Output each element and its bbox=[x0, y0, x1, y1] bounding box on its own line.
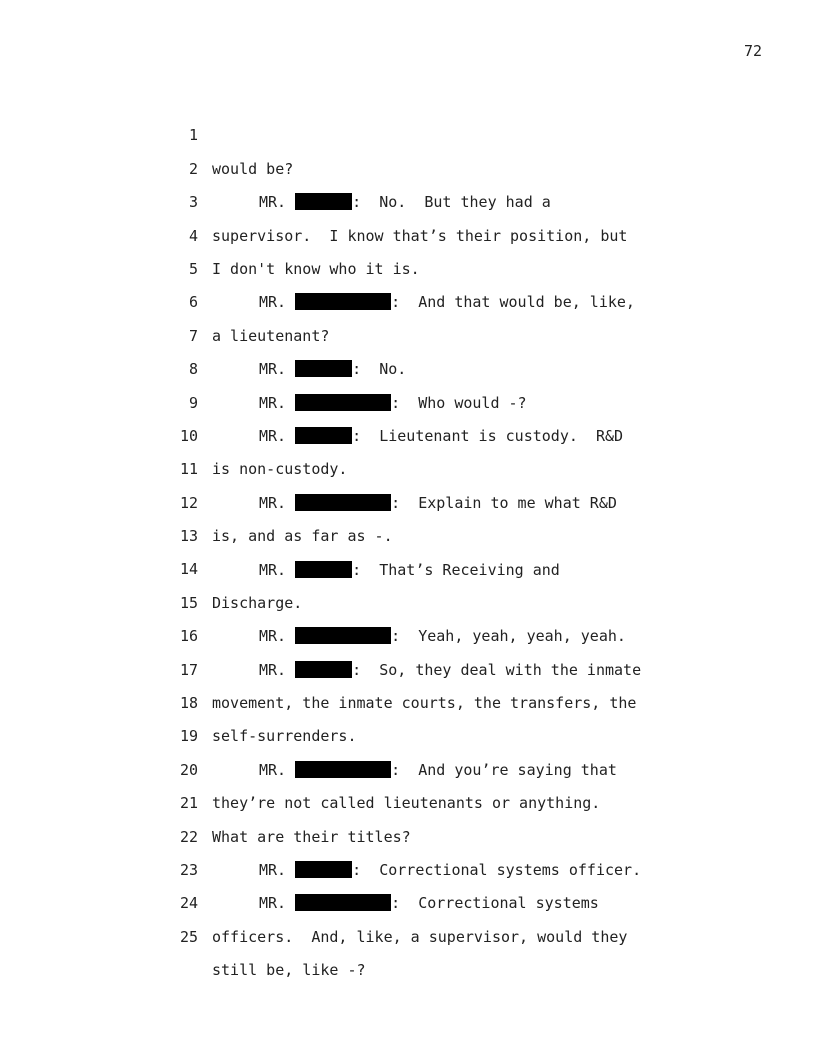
speaker-title: MR. bbox=[259, 760, 287, 779]
line-number: 3 bbox=[188, 193, 198, 212]
speaker-title: MR. bbox=[259, 193, 287, 212]
line-text: they’re not called lieutenants or anything. bbox=[212, 794, 601, 813]
speech-text: : And that would be, like, bbox=[391, 293, 635, 312]
line-number: 21 bbox=[179, 794, 198, 813]
line-number: 6 bbox=[188, 293, 198, 312]
line-text: What are their titles? bbox=[212, 827, 411, 846]
line-text: a lieutenant? bbox=[212, 326, 330, 345]
speaker-title: MR. bbox=[259, 493, 287, 512]
line-number: 11 bbox=[179, 460, 198, 479]
line-text: still be, like -? bbox=[212, 961, 366, 980]
speaker-title: MR. bbox=[259, 393, 287, 412]
speech-text: : No. But they had a bbox=[352, 193, 551, 212]
speaker-title: MR. bbox=[259, 894, 287, 913]
line-number: 4 bbox=[188, 226, 198, 245]
line-number: 25 bbox=[179, 927, 198, 946]
speaker-title: MR. bbox=[259, 293, 287, 312]
line-number: 2 bbox=[188, 159, 198, 178]
speaker-title: MR. bbox=[259, 426, 287, 445]
speaker-title: MR. bbox=[259, 660, 287, 679]
speech-text: : So, they deal with the inmate bbox=[352, 660, 642, 679]
speaker-title: MR. bbox=[259, 861, 287, 880]
line-number: 20 bbox=[179, 760, 198, 779]
line-text: I don't know who it is. bbox=[212, 259, 420, 278]
line-number: 19 bbox=[179, 727, 198, 746]
line-number: 22 bbox=[179, 827, 198, 846]
line-number: 24 bbox=[179, 894, 198, 913]
speech-text: : Correctional systems bbox=[391, 894, 599, 913]
line-text: is, and as far as -. bbox=[212, 527, 393, 546]
speech-text: : Correctional systems officer. bbox=[352, 861, 642, 880]
speech-text: : That’s Receiving and bbox=[352, 560, 560, 579]
speech-text: : Explain to me what R&D bbox=[391, 493, 617, 512]
transcript-body bbox=[0, 86, 816, 980]
line-number: 10 bbox=[179, 426, 198, 445]
transcript-line bbox=[0, 86, 816, 178]
line-text: self-surrenders. bbox=[212, 727, 357, 746]
line-text: officers. And, like, a supervisor, would they bbox=[212, 927, 628, 946]
line-number: 18 bbox=[179, 694, 198, 713]
line-number: 9 bbox=[188, 393, 198, 412]
line-number: 15 bbox=[179, 593, 198, 612]
line-text: supervisor. I know that’s their position, but bbox=[212, 226, 628, 245]
speech-text: : No. bbox=[352, 360, 407, 379]
line-number: 17 bbox=[179, 660, 198, 679]
speech-text: : And you’re saying that bbox=[391, 760, 617, 779]
speech-text: : Lieutenant is custody. R&D bbox=[352, 426, 624, 445]
speaker-title: MR. bbox=[259, 360, 287, 379]
line-text: is non-custody. bbox=[212, 460, 348, 479]
line-number: 8 bbox=[188, 360, 198, 379]
line-text: Discharge. bbox=[212, 593, 303, 612]
speaker-title: MR. bbox=[259, 560, 287, 579]
line-text: would be? bbox=[212, 159, 294, 178]
speech-text: : Yeah, yeah, yeah, yeah. bbox=[391, 627, 626, 646]
speech-text: : Who would -? bbox=[391, 393, 527, 412]
line-number: 1 bbox=[188, 126, 198, 145]
line-number: 7 bbox=[188, 326, 198, 345]
line-number: 5 bbox=[188, 259, 198, 278]
line-number: 14 bbox=[179, 560, 198, 579]
line-number: 16 bbox=[179, 627, 198, 646]
line-text: movement, the inmate courts, the transfers, the bbox=[212, 694, 637, 713]
line-number: 12 bbox=[179, 493, 198, 512]
page-number: 72 bbox=[743, 42, 762, 60]
line-number: 13 bbox=[179, 527, 198, 546]
line-number: 23 bbox=[179, 861, 198, 879]
speaker-title: MR. bbox=[259, 627, 287, 646]
